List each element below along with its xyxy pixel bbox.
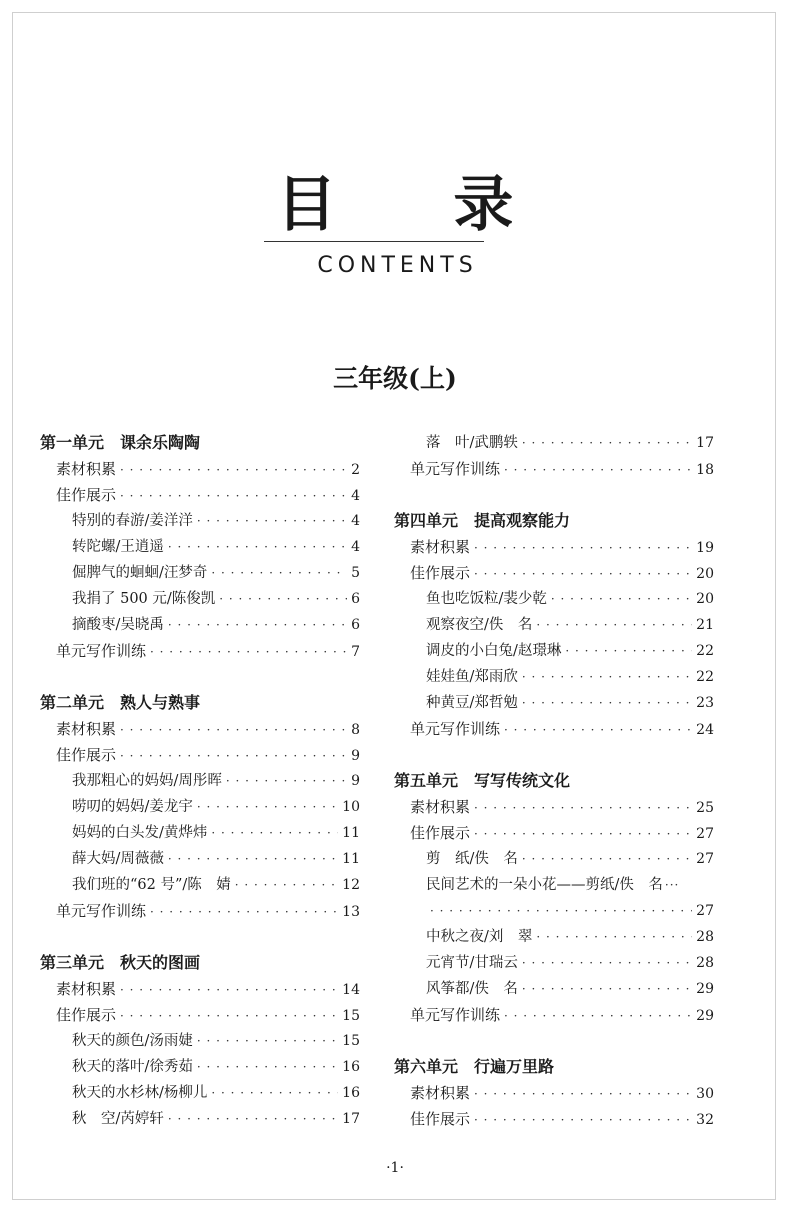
leader-dots (430, 898, 692, 924)
page-ref: 6 (351, 591, 360, 607)
entry-title: 元宵节/甘瑞云 (426, 955, 518, 971)
toc-entry[interactable] (40, 768, 360, 794)
section-title: 单元写作训练 (410, 720, 501, 738)
toc-entry[interactable] (394, 924, 714, 950)
page-ref: 10 (342, 799, 360, 815)
leader-dots (211, 1080, 338, 1106)
page-ref: 22 (696, 669, 714, 685)
toc-entry[interactable] (40, 1028, 360, 1054)
page-ref: 17 (696, 435, 714, 451)
page-subtitle: CONTENTS (317, 253, 478, 278)
toc-entry[interactable] (394, 846, 714, 872)
page-ref: 27 (696, 826, 714, 842)
toc-section[interactable] (40, 482, 360, 508)
leader-dots (522, 664, 692, 690)
page-ref: 8 (351, 722, 360, 738)
toc-section[interactable] (40, 976, 360, 1002)
leader-dots (197, 1028, 338, 1054)
page-ref: 21 (696, 617, 714, 633)
title-divider (264, 241, 484, 242)
section-title: 素材积累 (410, 798, 471, 816)
page-number: ·1· (386, 1160, 404, 1176)
page-ref: 14 (342, 982, 360, 998)
leader-dots (211, 560, 347, 586)
unit-spacer (394, 482, 714, 508)
unit-heading[interactable]: 第一单元 课余乐陶陶 (40, 433, 201, 452)
toc-section[interactable] (394, 820, 714, 846)
page-ref: 22 (696, 643, 714, 659)
entry-title: 种黄豆/郑哲勉 (426, 695, 518, 711)
page-ref: 15 (342, 1008, 360, 1024)
page-ref: 20 (696, 566, 714, 582)
toc-section[interactable] (40, 716, 360, 742)
toc-left-column (40, 430, 360, 1132)
toc-entry[interactable] (40, 586, 360, 612)
entry-title: 观察夜空/佚 名 (426, 617, 533, 633)
section-title: 单元写作训练 (56, 642, 147, 660)
toc-section[interactable] (40, 1002, 360, 1028)
toc-entry[interactable] (394, 430, 714, 456)
entry-title: 风筝都/佚 名 (426, 981, 518, 997)
entry-title: 我们班的“62 号”/陈 婧 (72, 877, 231, 893)
leader-dots (150, 639, 347, 665)
leader-dots (474, 795, 692, 821)
toc-section[interactable] (394, 560, 714, 586)
toc-section[interactable] (394, 456, 714, 482)
leader-dots (536, 924, 692, 950)
section-title: 佳作展示 (410, 1110, 471, 1128)
leader-dots (522, 976, 692, 1002)
unit-heading[interactable]: 第三单元 秋天的图画 (40, 953, 201, 972)
entry-title: 娃娃鱼/郑雨欣 (426, 669, 518, 685)
page-ref: 9 (351, 773, 360, 789)
unit-heading[interactable]: 第六单元 行遍万里路 (394, 1057, 555, 1076)
page-ref: 32 (696, 1112, 714, 1128)
toc-entry[interactable] (40, 534, 360, 560)
section-title: 佳作展示 (56, 1006, 117, 1024)
toc-entry[interactable] (40, 1080, 360, 1106)
section-title: 佳作展示 (410, 564, 471, 582)
leader-dots (474, 821, 692, 847)
entry-title: 特别的春游/姜洋洋 (72, 513, 193, 529)
leader-dots (565, 638, 692, 664)
unit-spacer (40, 664, 360, 690)
page-ref: 28 (696, 929, 714, 945)
section-title: 佳作展示 (56, 746, 117, 764)
toc-section[interactable] (394, 1106, 714, 1132)
entry-title: 我捐了 500 元/陈俊凯 (72, 591, 216, 607)
unit-spacer (394, 742, 714, 768)
toc-section[interactable] (394, 716, 714, 742)
leader-dots (235, 872, 338, 898)
toc-entry[interactable] (394, 664, 714, 690)
page-ref: 25 (696, 800, 714, 816)
toc-entry[interactable] (394, 950, 714, 976)
toc-right-column (394, 430, 714, 1132)
toc-entry[interactable] (394, 586, 714, 612)
page-ref: 9 (351, 748, 360, 764)
leader-dots (522, 950, 692, 976)
section-title: 单元写作训练 (410, 1006, 501, 1024)
page-ref: 28 (696, 955, 714, 971)
toc-entry[interactable] (394, 612, 714, 638)
unit-spacer (40, 924, 360, 950)
page-ref: 20 (696, 591, 714, 607)
toc-entry[interactable] (40, 820, 360, 846)
entry-title: 转陀螺/王逍遥 (72, 539, 164, 555)
toc-section[interactable] (394, 794, 714, 820)
leader-dots (120, 717, 347, 743)
leader-dots (504, 1003, 692, 1029)
toc-entry[interactable] (394, 690, 714, 716)
section-title: 佳作展示 (56, 486, 117, 504)
page-ref: 4 (351, 488, 360, 504)
leader-dots (120, 743, 347, 769)
entry-title: 摘酸枣/吴晓禹 (72, 617, 164, 633)
page-ref: 17 (342, 1111, 360, 1127)
page-ref: 19 (696, 540, 714, 556)
leader-dots (211, 820, 338, 846)
page-ref: 27 (696, 851, 714, 867)
toc-section[interactable] (40, 456, 360, 482)
page-ref: 4 (351, 539, 360, 555)
entry-title: 薛大妈/周薇薇 (72, 851, 164, 867)
page-ref: 13 (342, 904, 360, 920)
toc-section[interactable] (394, 1002, 714, 1028)
page-ref: 11 (342, 851, 360, 867)
toc-section[interactable] (40, 898, 360, 924)
grade-heading: 三年级(上) (333, 364, 457, 393)
leader-dots (120, 457, 347, 483)
page-ref: 15 (342, 1033, 360, 1049)
toc-entry[interactable] (40, 560, 360, 586)
toc-entry[interactable] (40, 1106, 360, 1132)
leader-dots (150, 899, 338, 925)
leader-dots (522, 430, 692, 456)
page-ref: 30 (696, 1086, 714, 1102)
leader-dots (120, 977, 338, 1003)
page-ref: 27 (696, 903, 714, 919)
page-ref: 29 (696, 981, 714, 997)
leader-dots (536, 612, 692, 638)
leader-dots (522, 846, 692, 872)
page-ref: 29 (696, 1008, 714, 1024)
page-ref: 4 (351, 513, 360, 529)
section-title: 单元写作训练 (56, 902, 147, 920)
entry-title: 秋天的水杉林/杨柳儿 (72, 1085, 208, 1101)
entry-title: 鱼也吃饭粒/裴少乾 (426, 591, 547, 607)
section-title: 素材积累 (410, 538, 471, 556)
entry-title: 秋天的落叶/徐秀茹 (72, 1059, 193, 1075)
leader-dots (197, 794, 338, 820)
entry-title: 妈妈的白头发/黄烨炜 (72, 825, 208, 841)
unit-heading[interactable]: 第四单元 提高观察能力 (394, 511, 571, 530)
leader-dots (168, 846, 338, 872)
entry-title: 落 叶/武鹏轶 (426, 435, 518, 451)
page-ref: 12 (342, 877, 360, 893)
leader-dots (168, 534, 347, 560)
toc-section[interactable] (394, 534, 714, 560)
section-title: 佳作展示 (410, 824, 471, 842)
toc-entry[interactable] (394, 976, 714, 1002)
leader-dots: ··· (664, 878, 680, 892)
leader-dots (219, 586, 347, 612)
toc-entry[interactable] (40, 846, 360, 872)
toc-section[interactable] (40, 742, 360, 768)
entry-title: 唠叨的妈妈/姜龙宇 (72, 799, 193, 815)
leader-dots (120, 1003, 338, 1029)
leader-dots (504, 457, 692, 483)
page-ref: 16 (342, 1085, 360, 1101)
section-title: 素材积累 (56, 460, 117, 478)
entry-title: 调皮的小白兔/赵璟琳 (426, 643, 562, 659)
page-ref: 16 (342, 1059, 360, 1075)
page-ref: 11 (342, 825, 360, 841)
section-title: 素材积累 (410, 1084, 471, 1102)
unit-heading[interactable]: 第二单元 熟人与熟事 (40, 693, 201, 712)
section-title: 素材积累 (56, 720, 117, 738)
leader-dots (474, 1081, 692, 1107)
leader-dots (168, 612, 347, 638)
entry-title: 民间艺术的一朵小花——剪纸/佚 名 (426, 877, 663, 893)
leader-dots (168, 1106, 338, 1132)
unit-heading[interactable]: 第五单元 写写传统文化 (394, 771, 571, 790)
leader-dots (197, 508, 347, 534)
page-ref: 6 (351, 617, 360, 633)
section-title: 单元写作训练 (410, 460, 501, 478)
toc-section[interactable] (394, 1080, 714, 1106)
page-ref: 23 (696, 695, 714, 711)
entry-title: 倔脾气的蛔蛔/汪梦奇 (72, 565, 208, 581)
page-ref: 2 (351, 462, 360, 478)
leader-dots (474, 1107, 692, 1133)
page-ref: 18 (696, 462, 714, 478)
toc-entry[interactable] (394, 638, 714, 664)
leader-dots (226, 768, 347, 794)
section-title: 素材积累 (56, 980, 117, 998)
toc-entry[interactable] (394, 898, 714, 924)
entry-title: 秋 空/芮婷轩 (72, 1111, 164, 1127)
entry-title: 中秋之夜/刘 翠 (426, 929, 533, 945)
leader-dots (551, 586, 692, 612)
toc-entry[interactable] (40, 872, 360, 898)
toc-entry[interactable] (40, 612, 360, 638)
toc-section[interactable] (40, 638, 360, 664)
page-ref: 5 (351, 565, 360, 581)
unit-spacer (394, 1028, 714, 1054)
leader-dots (474, 561, 692, 587)
page-ref: 7 (351, 644, 360, 660)
entry-title: 我那粗心的妈妈/周彤晖 (72, 773, 222, 789)
leader-dots (522, 690, 692, 716)
toc-entry[interactable] (40, 1054, 360, 1080)
leader-dots (504, 717, 692, 743)
leader-dots (197, 1054, 338, 1080)
toc-entry[interactable] (40, 508, 360, 534)
toc-entry[interactable] (40, 794, 360, 820)
leader-dots (120, 483, 347, 509)
entry-title: 秋天的颜色/汤雨婕 (72, 1033, 193, 1049)
toc-entry-wrapped[interactable] (394, 872, 714, 898)
page-title: 目 录 (276, 170, 562, 240)
entry-title: 剪 纸/佚 名 (426, 851, 518, 867)
page-ref: 24 (696, 722, 714, 738)
leader-dots (474, 535, 692, 561)
